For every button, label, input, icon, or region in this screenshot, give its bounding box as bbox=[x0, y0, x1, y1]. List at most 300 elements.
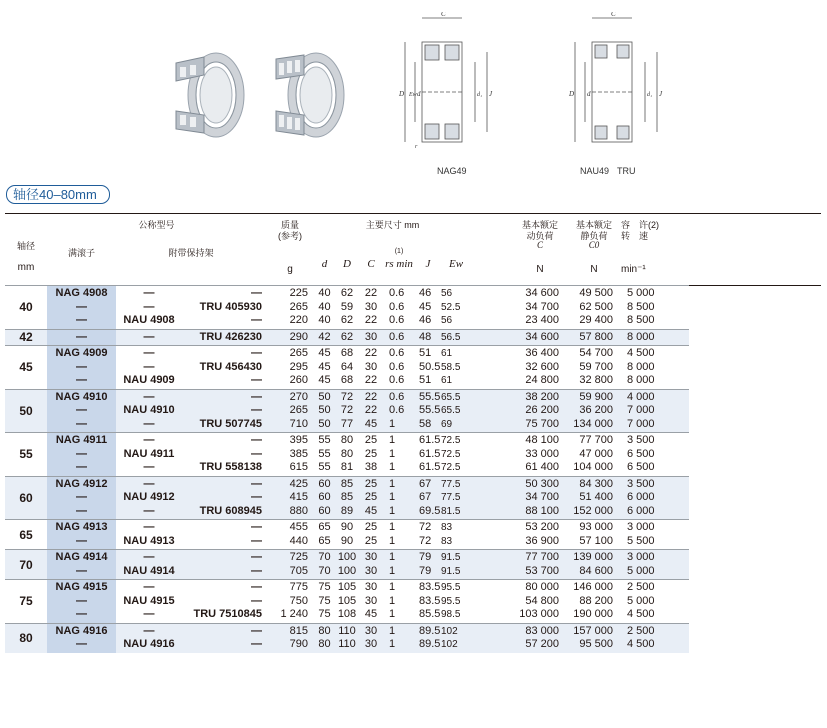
shaft-diameter: 75 bbox=[5, 580, 47, 624]
dim-J-value-line: 83.5 bbox=[419, 581, 441, 593]
dim-Ew-value-line: 56.5 bbox=[441, 331, 461, 343]
dim-rs-value-line: 1 bbox=[389, 551, 396, 563]
caged-tru-model-line: — bbox=[251, 534, 262, 547]
dim-C-value-line: 30 bbox=[364, 624, 378, 637]
bearing-photo-nau bbox=[270, 45, 350, 145]
mass-value-line: 220 bbox=[289, 314, 308, 326]
dim-C-value-line: 25 bbox=[364, 521, 378, 533]
mass-value-line: 440 bbox=[289, 534, 308, 547]
caged-nau-model-line: — bbox=[143, 624, 155, 637]
dim-C-value-line: 30 bbox=[364, 551, 378, 563]
speed-value-line: 7 000 bbox=[627, 417, 655, 430]
caged-nau-model-line: NAU 4914 bbox=[123, 564, 175, 577]
dim-D-value bbox=[335, 329, 359, 346]
header-static-load bbox=[567, 214, 621, 286]
header-mass-label: 质量 bbox=[280, 220, 299, 230]
caged-nau-model bbox=[116, 580, 182, 624]
shaft-diameter: 65 bbox=[5, 520, 47, 550]
caged-nau-model-line: — bbox=[143, 581, 155, 593]
dynamic-load-value-line: 34 600 bbox=[525, 330, 559, 343]
dynamic-load-value-line: 26 200 bbox=[525, 404, 559, 416]
dim-D-value-line: 110 bbox=[338, 638, 356, 650]
dim-rs-value-line: 0.6 bbox=[389, 300, 405, 313]
full-complement-model-line: — bbox=[76, 534, 87, 547]
dim-C-value bbox=[359, 580, 383, 624]
dim-J-value-line: 50.5 bbox=[419, 360, 441, 373]
dim-Ew-value-line: 102 bbox=[441, 625, 458, 637]
table-body bbox=[5, 286, 821, 653]
dim-C-value bbox=[359, 433, 383, 477]
mass-value-line: 270 bbox=[289, 390, 308, 403]
caged-tru-model-line: TRU 426230 bbox=[199, 330, 262, 343]
dim-J-value-line: 72 bbox=[419, 521, 432, 533]
dim-J-value-line: 67 bbox=[419, 477, 432, 490]
dim-C-value-line: 22 bbox=[364, 287, 378, 299]
dim-D-value-line: 85 bbox=[340, 491, 354, 503]
dim-C-value-line: 45 bbox=[364, 504, 378, 517]
dim-J-value-line: 61.5 bbox=[419, 434, 441, 446]
mass-value-line: 415 bbox=[289, 491, 308, 503]
mass-value-line: 710 bbox=[289, 417, 308, 430]
dim-d-value bbox=[314, 580, 335, 624]
dim-Ew-value-line: 81.5 bbox=[441, 505, 461, 517]
speed-value-line: 6 000 bbox=[627, 504, 655, 517]
dim-Ew-value-line: 91.5 bbox=[441, 552, 461, 563]
full-complement-model-line: — bbox=[76, 504, 87, 517]
dim-d-value-line: 45 bbox=[318, 347, 331, 359]
static-load-value-line: 29 400 bbox=[579, 314, 613, 326]
mass-value bbox=[266, 623, 314, 653]
dim-Ew-value bbox=[441, 433, 471, 477]
dim-Ew-value-line: 83 bbox=[441, 522, 453, 533]
speed-value bbox=[621, 623, 689, 653]
dim-J-value bbox=[415, 286, 441, 330]
dynamic-load-value-line: 38 200 bbox=[525, 390, 559, 403]
dim-D-value-line: 100 bbox=[337, 564, 357, 577]
caged-tru-model-line: — bbox=[251, 347, 262, 359]
caged-tru-model bbox=[182, 550, 266, 580]
dim-Ew-value-line: 91.5 bbox=[441, 565, 461, 577]
dim-Ew-value bbox=[441, 286, 471, 330]
static-load-value-line: 57 100 bbox=[579, 534, 613, 547]
dim-rs-value-line: 1 bbox=[389, 504, 396, 517]
dim-Ew-value bbox=[441, 476, 471, 520]
full-complement-model bbox=[47, 329, 116, 346]
caged-tru-model-line: TRU 507745 bbox=[199, 417, 262, 430]
dim-C-value-line: 38 bbox=[364, 461, 378, 473]
caged-tru-model bbox=[182, 329, 266, 346]
dim-D-value bbox=[335, 550, 359, 580]
mass-value-line: 615 bbox=[289, 461, 308, 473]
speed-value-line: 8 500 bbox=[627, 300, 655, 313]
dim-J-label: J bbox=[489, 90, 493, 98]
caption-nau49: NAU49 bbox=[580, 166, 610, 176]
caged-tru-model-line: — bbox=[251, 374, 262, 386]
dim-d1-label-2: d₁ bbox=[647, 92, 653, 98]
dim-d-value-line: 55 bbox=[318, 461, 331, 473]
dim-J-value-line: 51 bbox=[419, 347, 432, 359]
dim-C-value-line: 22 bbox=[364, 404, 378, 416]
dim-d-value-line: 55 bbox=[318, 447, 331, 460]
caged-tru-model-line: — bbox=[251, 477, 262, 490]
mass-value-line: 725 bbox=[289, 551, 308, 563]
spacer-cell bbox=[471, 623, 513, 653]
drawing-nau49 bbox=[545, 12, 675, 152]
caged-nau-model-line: NAU 4910 bbox=[123, 404, 175, 416]
dim-C-value-line: 25 bbox=[364, 491, 378, 503]
table-row-group bbox=[5, 550, 821, 580]
dim-J-value-line: 85.5 bbox=[419, 608, 441, 620]
full-complement-model bbox=[47, 550, 116, 580]
dim-C-value bbox=[359, 346, 383, 390]
dim-D-value-line: 80 bbox=[340, 434, 354, 446]
header-spacer bbox=[471, 214, 513, 286]
dim-d-value-line: 75 bbox=[318, 608, 331, 620]
shaft-diameter: 80 bbox=[5, 623, 47, 653]
dim-C-value bbox=[359, 389, 383, 433]
dim-J-value-line: 69.5 bbox=[419, 504, 441, 517]
header-dims bbox=[314, 214, 471, 286]
caged-tru-model-line: — bbox=[251, 491, 262, 503]
speed-value-line: 5 500 bbox=[627, 534, 655, 547]
speed-value-line: 6 500 bbox=[627, 461, 655, 473]
dim-d-value-line: 70 bbox=[318, 551, 331, 563]
full-complement-model-line: — bbox=[76, 447, 87, 460]
dim-rs-value-line: 1 bbox=[389, 581, 396, 593]
dim-rs-value bbox=[383, 286, 415, 330]
header-model-group-label: 公称型号 bbox=[138, 220, 175, 230]
full-complement-model bbox=[47, 433, 116, 477]
dim-rs-value-line: 0.6 bbox=[389, 347, 405, 359]
dim-d-value-line: 65 bbox=[318, 521, 331, 533]
speed-value-line: 3 000 bbox=[627, 521, 655, 533]
caged-tru-model-line: — bbox=[251, 581, 262, 593]
full-complement-model bbox=[47, 476, 116, 520]
dim-C-value-line: 25 bbox=[364, 477, 378, 490]
dim-J-value-line: 55.5 bbox=[419, 390, 441, 403]
spacer-cell bbox=[471, 520, 513, 550]
dynamic-load-value-line: 23 400 bbox=[525, 314, 559, 326]
mass-value bbox=[266, 520, 314, 550]
dim-Ew-value-line: 77.5 bbox=[441, 478, 461, 490]
caged-tru-model-line: TRU 558138 bbox=[199, 461, 262, 473]
header-stat-sub: 静负荷 bbox=[580, 231, 608, 241]
caged-nau-model-line: NAU 4915 bbox=[123, 594, 175, 607]
full-complement-model-line: — bbox=[76, 461, 87, 473]
speed-value bbox=[621, 389, 689, 433]
caged-nau-model-line: — bbox=[143, 390, 155, 403]
speed-value-line: 4 500 bbox=[627, 347, 655, 359]
dim-C-value-line: 30 bbox=[364, 330, 378, 343]
dynamic-load-value-line: 34 700 bbox=[525, 300, 559, 313]
dim-D-value bbox=[335, 623, 359, 653]
dim-c-label: C bbox=[441, 12, 446, 18]
caption-tru: TRU bbox=[617, 166, 636, 176]
mass-value bbox=[266, 433, 314, 477]
shaft-diameter: 42 bbox=[5, 329, 47, 346]
caged-nau-model bbox=[116, 329, 182, 346]
dim-d-value-line: 55 bbox=[318, 434, 331, 446]
caged-nau-model bbox=[116, 389, 182, 433]
caged-nau-model-line: — bbox=[143, 551, 155, 563]
caged-nau-model-line: — bbox=[143, 300, 155, 313]
static-load-value-line: 36 200 bbox=[579, 404, 613, 416]
caged-nau-model-line: NAU 4909 bbox=[123, 374, 175, 386]
full-complement-model bbox=[47, 346, 116, 390]
dim-d-value bbox=[314, 476, 335, 520]
full-complement-model-line: — bbox=[76, 491, 87, 503]
static-load-value-line: 51 400 bbox=[579, 491, 613, 503]
caged-tru-model-line: — bbox=[251, 287, 262, 299]
dim-rs-value-line: 0.6 bbox=[389, 390, 405, 403]
dim-Ew-value bbox=[441, 389, 471, 433]
dim-d-value-line: 50 bbox=[318, 404, 331, 416]
static-load-value-line: 95 500 bbox=[579, 638, 613, 650]
spacer-cell bbox=[471, 433, 513, 477]
dim-C-value-line: 22 bbox=[364, 347, 378, 359]
full-complement-model-line: — bbox=[76, 314, 87, 326]
dim-Ew-value-line: 56 bbox=[441, 288, 453, 299]
static-load-value bbox=[567, 346, 621, 390]
dim-Ew-value-line: 52.5 bbox=[441, 301, 461, 313]
dynamic-load-value-line: 53 700 bbox=[525, 564, 559, 577]
dim-D-value-line: 85 bbox=[340, 477, 354, 490]
dim-D-value-line: 90 bbox=[340, 521, 354, 533]
caged-nau-model bbox=[116, 623, 182, 653]
caged-nau-model-line: NAU 4916 bbox=[123, 638, 175, 650]
dynamic-load-value bbox=[513, 550, 567, 580]
dim-d-value-line: 75 bbox=[318, 594, 331, 607]
dynamic-load-value-line: 80 000 bbox=[525, 581, 559, 593]
dim-rs-value bbox=[383, 329, 415, 346]
caged-nau-model-line: — bbox=[143, 477, 155, 490]
full-complement-model-line: NAG 4912 bbox=[55, 477, 108, 490]
dim-d-value-line: 50 bbox=[318, 417, 331, 430]
caged-nau-model bbox=[116, 520, 182, 550]
dim-C-value-line: 25 bbox=[364, 447, 378, 460]
full-complement-model bbox=[47, 623, 116, 653]
speed-value-line: 4 000 bbox=[627, 390, 655, 403]
dim-C-value-line: 22 bbox=[364, 374, 378, 386]
dim-J-value bbox=[415, 476, 441, 520]
mass-value bbox=[266, 286, 314, 330]
dim-D-value-line: 89 bbox=[340, 504, 354, 517]
dim-J-value-line: 89.5 bbox=[419, 624, 441, 637]
caged-tru-model-line: — bbox=[251, 314, 262, 326]
dim-J-value bbox=[415, 550, 441, 580]
dim-D-value bbox=[335, 476, 359, 520]
dim-rs-value-line: 1 bbox=[389, 564, 396, 577]
dim-rs-value-line: 0.6 bbox=[389, 287, 405, 299]
caged-nau-model-line: — bbox=[143, 287, 155, 299]
dim-Ew-value-line: 77.5 bbox=[441, 492, 461, 503]
shaft-diameter: 50 bbox=[5, 389, 47, 433]
static-load-value-line: 59 900 bbox=[579, 390, 613, 403]
caged-tru-model bbox=[182, 286, 266, 330]
caged-tru-model bbox=[182, 433, 266, 477]
dim-d-value-line: 42 bbox=[318, 330, 331, 343]
caged-tru-model-line: TRU 7510845 bbox=[193, 608, 262, 620]
dim-Ew-value-line: 69 bbox=[441, 418, 453, 430]
mass-value-line: 815 bbox=[289, 624, 308, 637]
shaft-diameter: 70 bbox=[5, 550, 47, 580]
dim-Ew-value-line: 56 bbox=[441, 315, 453, 326]
full-complement-model-line: — bbox=[76, 300, 87, 313]
dim-d-label: d bbox=[417, 90, 421, 98]
full-complement-model-line: NAG 4913 bbox=[55, 521, 108, 533]
speed-value bbox=[621, 550, 689, 580]
speed-value-line: 8 000 bbox=[627, 360, 655, 373]
dynamic-load-value bbox=[513, 346, 567, 390]
dim-J-value bbox=[415, 346, 441, 390]
dim-d-value-line: 50 bbox=[318, 390, 331, 403]
static-load-value-line: 47 000 bbox=[579, 447, 613, 460]
dim-C-value-line: 45 bbox=[364, 608, 378, 620]
dim-rs-value-line: 1 bbox=[389, 624, 396, 637]
dim-rs-value-line: 1 bbox=[389, 417, 396, 430]
caged-nau-model-line: — bbox=[143, 417, 155, 430]
static-load-value-line: 152 000 bbox=[573, 504, 613, 517]
full-complement-model bbox=[47, 389, 116, 433]
caged-nau-model bbox=[116, 476, 182, 520]
dim-D-value-line: 81 bbox=[340, 461, 354, 473]
dim-D-value-line: 80 bbox=[340, 447, 354, 460]
full-complement-model bbox=[47, 286, 116, 330]
header-col-J: J bbox=[425, 258, 431, 270]
mass-value-line: 395 bbox=[289, 434, 308, 446]
mass-value-line: 260 bbox=[289, 374, 308, 386]
table-row-group bbox=[5, 520, 821, 550]
header-col-C: C bbox=[367, 258, 375, 270]
static-load-value-line: 57 800 bbox=[579, 330, 613, 343]
caged-nau-model-line: — bbox=[143, 504, 155, 517]
spacer-cell bbox=[471, 329, 513, 346]
dim-D-value bbox=[335, 286, 359, 330]
dim-D-value-line: 62 bbox=[340, 330, 354, 343]
static-load-value-line: 190 000 bbox=[573, 608, 613, 620]
dim-d-value bbox=[314, 623, 335, 653]
dynamic-load-value-line: 33 000 bbox=[525, 447, 559, 460]
caged-nau-model-line: — bbox=[143, 608, 155, 620]
dim-rs-value-line: 1 bbox=[389, 594, 396, 607]
dim-c-label-2: C bbox=[611, 12, 616, 18]
dim-D-value bbox=[335, 346, 359, 390]
speed-value-line: 3 500 bbox=[627, 434, 655, 446]
caged-nau-model bbox=[116, 286, 182, 330]
dim-J-value bbox=[415, 389, 441, 433]
speed-value-line: 3 000 bbox=[627, 551, 655, 563]
dim-d-value bbox=[314, 389, 335, 433]
dynamic-load-value bbox=[513, 433, 567, 477]
header-dyn-sym: C bbox=[536, 240, 543, 250]
static-load-value-line: 84 300 bbox=[579, 477, 613, 490]
caged-tru-model bbox=[182, 580, 266, 624]
dim-J-value-line: 89.5 bbox=[419, 638, 441, 650]
caged-nau-model-line: — bbox=[143, 360, 155, 373]
dim-J-value-line: 61.5 bbox=[419, 447, 441, 460]
speed-value bbox=[621, 286, 689, 330]
dim-rs-value bbox=[383, 346, 415, 390]
dim-Ew-value bbox=[441, 550, 471, 580]
dim-rs-value bbox=[383, 580, 415, 624]
dim-Ew-value bbox=[441, 346, 471, 390]
table-row-group bbox=[5, 286, 821, 330]
speed-value-line: 6 000 bbox=[627, 491, 655, 503]
dynamic-load-value bbox=[513, 520, 567, 550]
dynamic-load-value bbox=[513, 389, 567, 433]
dim-J-value bbox=[415, 520, 441, 550]
mass-value-line: 265 bbox=[289, 300, 308, 313]
dynamic-load-value bbox=[513, 623, 567, 653]
dim-rs-value bbox=[383, 520, 415, 550]
table-row-group bbox=[5, 623, 821, 653]
header-mass-note: (参考) bbox=[278, 231, 302, 241]
dim-d-value-line: 60 bbox=[318, 504, 331, 517]
dynamic-load-value-line: 36 400 bbox=[525, 347, 559, 359]
caged-tru-model bbox=[182, 389, 266, 433]
full-complement-model-line: — bbox=[76, 638, 87, 650]
dim-rs-value bbox=[383, 476, 415, 520]
dim-D-value-line: 64 bbox=[340, 360, 354, 373]
dim-C-value-line: 22 bbox=[364, 390, 378, 403]
speed-value-line: 8 000 bbox=[627, 374, 655, 386]
dynamic-load-value-line: 103 000 bbox=[519, 608, 559, 620]
dim-J-value-line: 61.5 bbox=[419, 461, 441, 473]
dynamic-load-value-line: 88 100 bbox=[525, 504, 559, 517]
dim-C-value bbox=[359, 550, 383, 580]
dim-d-value-line: 65 bbox=[318, 534, 331, 547]
dim-d-label-2: d bbox=[587, 90, 591, 98]
static-load-value bbox=[567, 520, 621, 550]
table-row-group bbox=[5, 346, 821, 390]
dim-C-value-line: 30 bbox=[364, 594, 378, 607]
dim-d-value-line: 40 bbox=[318, 314, 331, 326]
dim-D-value-line: 105 bbox=[337, 594, 357, 607]
dim-C-value bbox=[359, 476, 383, 520]
speed-value bbox=[621, 346, 689, 390]
caged-nau-model-line: NAU 4911 bbox=[123, 447, 175, 460]
dim-Ew-value-line: 72.5 bbox=[441, 448, 461, 460]
caged-tru-model-line: — bbox=[251, 404, 262, 416]
dim-D-value-line: 77 bbox=[340, 417, 354, 430]
table-header bbox=[5, 214, 821, 286]
dim-D-label: D bbox=[399, 90, 405, 98]
shaft-diameter: 45 bbox=[5, 346, 47, 390]
dim-D-value-line: 110 bbox=[338, 624, 356, 637]
dim-Ew-value bbox=[441, 623, 471, 653]
full-complement-model-line: — bbox=[76, 594, 87, 607]
header-rs-note: (1) bbox=[394, 248, 404, 255]
dynamic-load-value-line: 77 700 bbox=[525, 551, 559, 563]
dim-C-value-line: 25 bbox=[364, 534, 378, 547]
dynamic-load-value-line: 34 700 bbox=[525, 491, 559, 503]
header-dims-title: 主要尺寸 mm bbox=[365, 220, 420, 230]
full-complement-model-line: — bbox=[76, 330, 87, 343]
dynamic-load-value-line: 36 900 bbox=[525, 534, 559, 547]
speed-value-line: 5 000 bbox=[627, 564, 655, 577]
full-complement-model-line: — bbox=[76, 608, 87, 620]
dim-D-label-2: D bbox=[569, 90, 575, 98]
caged-nau-model-line: NAU 4908 bbox=[123, 314, 175, 326]
spacer-cell bbox=[471, 476, 513, 520]
speed-value bbox=[621, 476, 689, 520]
dim-d-value bbox=[314, 329, 335, 346]
caged-tru-model-line: — bbox=[251, 434, 262, 446]
dim-C-value bbox=[359, 520, 383, 550]
dim-d-value bbox=[314, 286, 335, 330]
speed-value-line: 4 500 bbox=[627, 638, 655, 650]
dim-rs-value-line: 1 bbox=[389, 491, 396, 503]
